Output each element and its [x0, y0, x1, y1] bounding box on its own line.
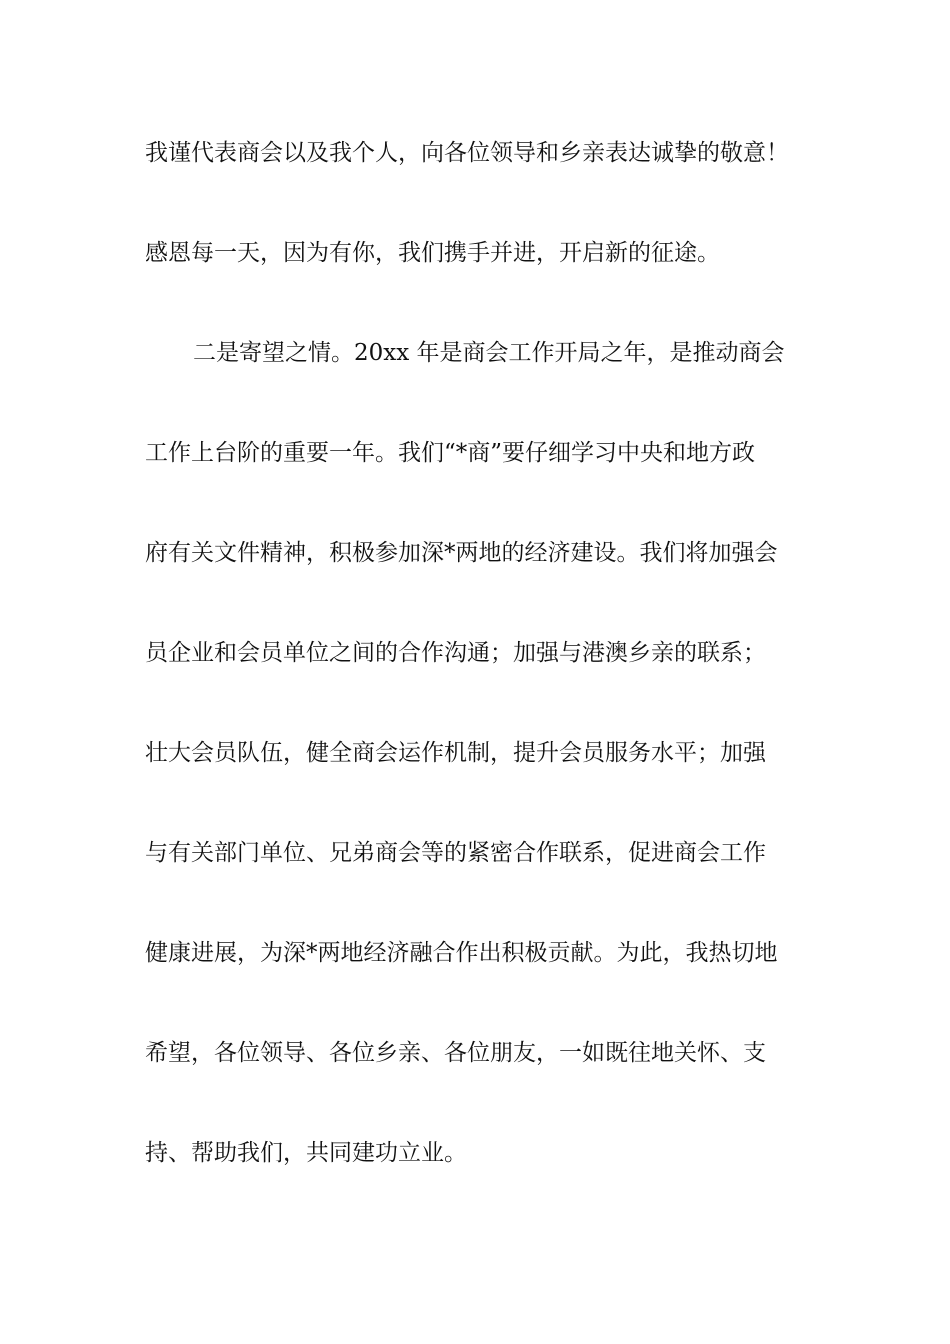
text-line-8: 与有关部门单位、兄弟商会等的紧密合作联系，促进商会工作 — [145, 840, 766, 866]
text-line-2: 感恩每一天，因为有你，我们携手并进，开启新的征途。 — [145, 240, 720, 266]
text-line-9: 健康进展，为深*两地经济融合作出积极贡献。为此，我热切地 — [145, 940, 778, 966]
text-line-7: 壮大会员队伍，健全商会运作机制，提升会员服务水平；加强 — [145, 740, 766, 766]
text-line-4: 工作上台阶的重要一年。我们“*商”要仔细学习中央和地方政 — [145, 440, 756, 466]
text-line-5: 府有关文件精神，积极参加深*两地的经济建设。我们将加强会 — [145, 540, 778, 566]
text-line-11: 持、帮助我们，共同建功立业。 — [145, 1140, 467, 1166]
body-text — [145, 126, 815, 1226]
text-line-10: 希望，各位领导、各位乡亲、各位朋友，一如既往地关怀、支 — [145, 1040, 766, 1066]
text-line-1: 我谨代表商会以及我个人，向各位领导和乡亲表达诚挚的敬意！ — [145, 140, 789, 166]
text-line-6: 员企业和会员单位之间的合作沟通；加强与港澳乡亲的联系； — [145, 640, 766, 666]
text-line-3: 二是寄望之情。20xx 年是商会工作开局之年，是推动商会 — [193, 340, 785, 366]
